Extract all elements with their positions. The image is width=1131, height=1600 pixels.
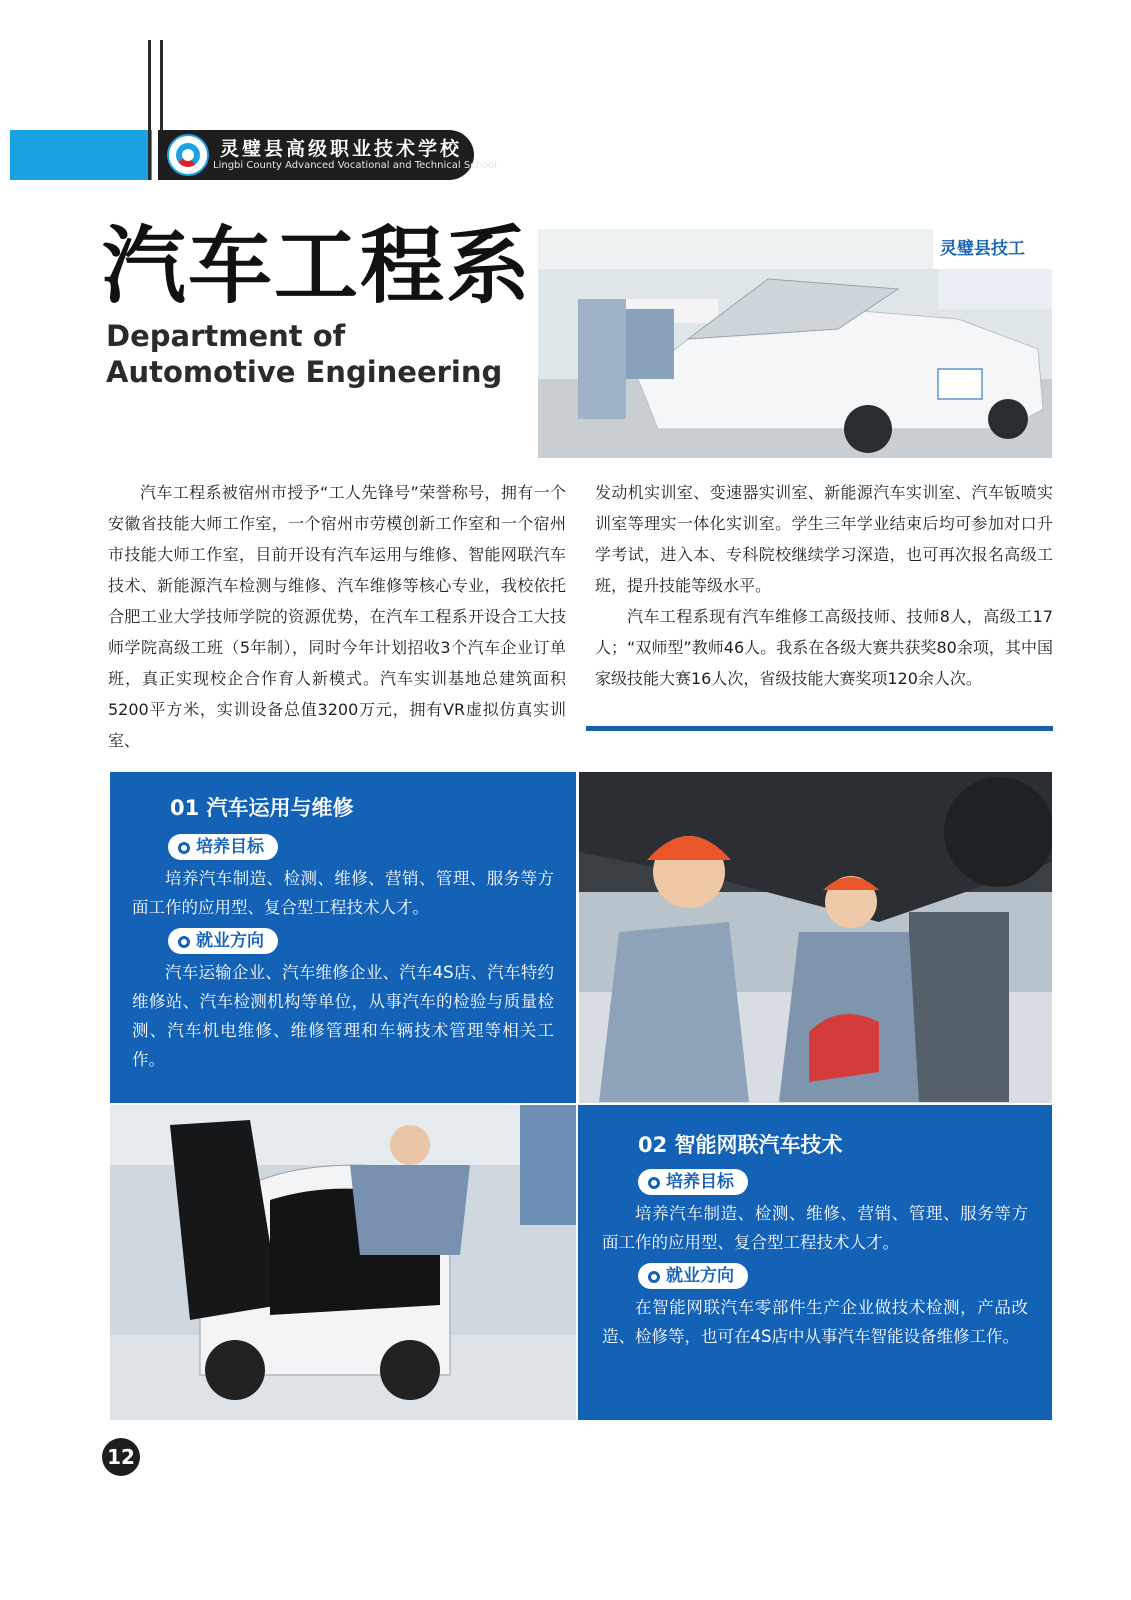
goal-badge [168, 834, 554, 860]
page-subtitle: Department of Automotive Engineering [106, 319, 503, 390]
page-title: 汽车工程系 [102, 217, 533, 315]
photo-engine-training [538, 229, 1052, 458]
page-number: 12 [102, 1438, 140, 1476]
goal-label: 培养目标 [196, 837, 264, 857]
photo-sign-text: 灵璧县技工 [940, 239, 1025, 259]
goal-text: 培养汽车制造、检测、维修、营销、管理、服务等方面工作的应用型、复合型工程技术人才。 [132, 869, 554, 917]
intro-text-column-2 [595, 477, 1053, 694]
header-accent-bar [10, 130, 152, 180]
photo-undercar-inspection [579, 772, 1052, 1103]
section-divider [586, 726, 1053, 731]
intro-text-col2-paragraph: 汽车工程系现有汽车维修工高级技师、技师8人，高级工17人；“双师型”教师46人。我系在各级大赛共获奖80余项，其中国家级技能大赛16人次，省级技能大赛奖项120余人次。 [595, 607, 1053, 688]
goal-label: 培养目标 [666, 1172, 734, 1192]
gear-icon [648, 1271, 660, 1283]
goal-text: 培养汽车制造、检测、维修、营销、管理、服务等方面工作的应用型、复合型工程技术人才。 [602, 1204, 1028, 1252]
career-label: 就业方向 [196, 931, 264, 951]
gear-icon [178, 936, 190, 948]
intro-text-col2-paragraph: 发动机实训室、变速器实训室、新能源汽车实训室、汽车钣喷实训室等理实一体化实训室。学生三年学业结束后均可参加对口升学考试，进入本、专科院校继续学习深造，也可再次报名高级工班，提升技能等级水平。 [595, 483, 1053, 595]
photo-autonomous-vehicle [110, 1105, 576, 1420]
gear-icon [648, 1177, 660, 1189]
intro-text-column-1: 汽车工程系被宿州市授予“工人先锋号”荣誉称号，拥有一个安徽省技能大师工作室，一个宿州市劳模创新工作室和一个宿州市技能大师工作室，目前开设有汽车运用与维修、智能网联汽车技术、新能源汽车检测与维修、汽车维修等核心专业，我校依托合肥工业大学技师学院的资源优势，在汽车工程系开设合工大技师学院高级工班（5年制），同时今年计划招收3个汽车企业订单班，真正实现校企合作育人新模式。汽车实训基地总建筑面积5200平方米，实训设备总值3200万元，拥有VR虚拟仿真实训室、 [108, 483, 566, 750]
career-badge [638, 1263, 1028, 1289]
major-panel-02 [578, 1105, 1052, 1420]
school-logo-icon [167, 134, 209, 176]
header-divider-line [148, 40, 151, 180]
major-heading: 01 汽车运用与维修 [170, 796, 354, 820]
goal-badge [638, 1169, 1028, 1195]
school-name-en: Lingbi County Advanced Vocational and Technical School [213, 160, 498, 171]
major-panel-01 [110, 772, 576, 1103]
career-text: 在智能网联汽车零部件生产企业做技术检测，产品改造、检修等，也可在4S店中从事汽车智能设备维修工作。 [602, 1298, 1028, 1346]
gear-icon [178, 842, 190, 854]
career-label: 就业方向 [666, 1266, 734, 1286]
school-name-cn: 灵璧县高级职业技术学校 [220, 138, 463, 160]
career-badge [168, 928, 554, 954]
major-heading: 02 智能网联汽车技术 [638, 1133, 843, 1157]
career-text: 汽车运输企业、汽车维修企业、汽车4S店、汽车特约维修站、汽车检测机构等单位，从事汽车的检验与质量检测、汽车机电维修、维修管理和车辆技术管理等相关工作。 [132, 963, 554, 1069]
